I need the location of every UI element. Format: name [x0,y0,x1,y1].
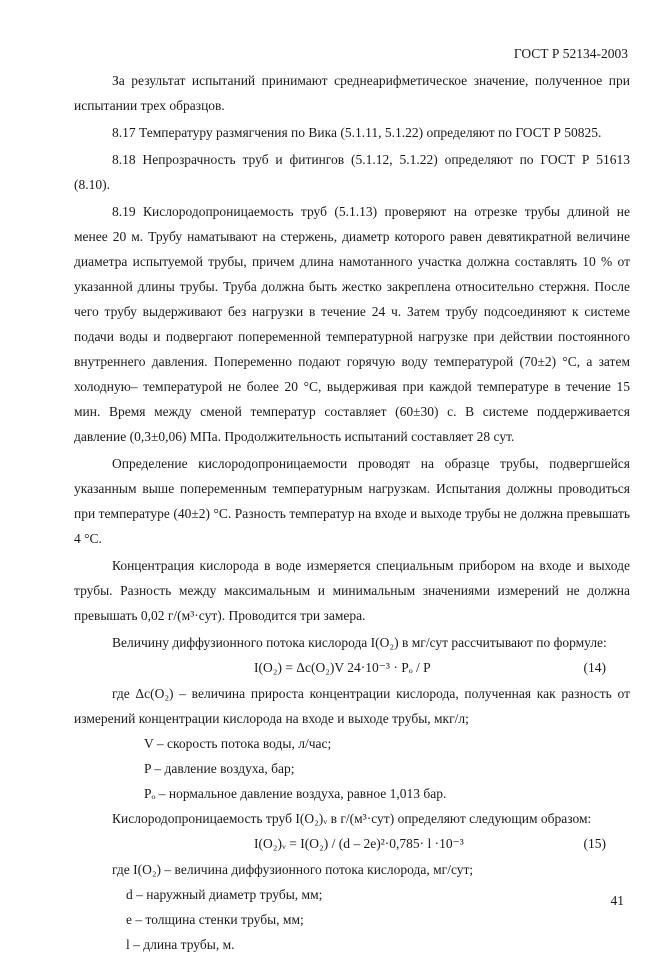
paragraph-8-18: 8.18 Непрозрачность труб и фитингов (5.1.12, 5.1.22) определяют по ГОСТ Р 51613 (8.10). [74,152,630,192]
document-body [74,68,630,957]
formula-14-expression: I(O₂) = Δc(O₂)V 24·10⁻³ · Pₒ / P [254,660,431,675]
definition-v: V – скорость потока воды, л/час; [144,736,332,751]
formula-15-number: (15) [583,836,606,851]
paragraph-8-17: 8.17 Температуру размягчения по Вика (5.1.11, 5.1.22) определяют по ГОСТ Р 50825. [112,125,602,140]
paragraph-result: За результат испытаний принимают среднеарифметическое значение, полученное при испытании трех образцов. [74,73,630,113]
paragraph-8-19: 8.19 Кислородопроницаемость труб (5.1.13) проверяют на отрезке трубы длиной не менее 20 м. Трубу наматывают на стержень, диаметр которого равен девятикратной величине диаметра испытуемой трубы, причем длина намотанного участка должна составлять 10 % от указанной длины трубы. Труба должна быть жестко закреплена относительно стержня. После чего трубу выдерживают без нагрузки в течение 24 ч. Затем трубу подсоединяют к системе подачи воды и подвергают попеременной температурной нагрузке при действии постоянного внутреннего давления. Попеременно подают горячую воду температурой (70±2) °С, а затем холодную– температурой не более 20 °С, выдерживая при каждой температуре в течение 15 мин. Время между сменой температур составляет (60±30) с. В системе поддерживается давление (0,3±0,06) МПа. Продолжительность испытаний составляет 28 сут. [74,204,630,444]
page-number: 41 [610,893,624,908]
paragraph-flux-intro: Величину диффузионного потока кислорода I(O₂) в мг/сут рассчитывают по формуле: [112,635,607,650]
formula-15-expression: I(O₂)ᵥ = I(O₂) / (d – 2e)²·0,785· l ·10⁻³ [254,836,464,851]
paragraph-where-2: где I(O₂) – величина диффузионного потока кислорода, мг/сут; [112,862,474,877]
definition-p0: Pₒ – нормальное давление воздуха, равное 1,013 бар. [144,786,447,801]
definition-p: P – давление воздуха, бар; [144,761,295,776]
paragraph-concentration: Концентрация кислорода в воде измеряется специальным прибором на входе и выходе трубы. Разность между максимальным и минимальным значениями измерений не должна превышать 0,02 г/(м³·сут). Проводится три замера. [74,558,630,623]
definition-l: l – длина трубы, м. [126,937,235,952]
definition-d: d – наружный диаметр трубы, мм; [126,887,323,902]
formula-14 [74,655,630,681]
definition-e: e – толщина стенки трубы, мм; [126,912,304,927]
paragraph-permeability-intro: Кислородопроницаемость труб I(O₂)ᵥ в г/(м³·сут) определяют следующим образом: [112,811,592,826]
formula-14-number: (14) [583,660,606,675]
document-id: ГОСТ Р 52134-2003 [513,46,628,61]
paragraph-determination: Определение кислородопроницаемости проводят на образце трубы, подвергшейся указанным выше попеременным температурным нагрузкам. Испытания должны проводиться при температуре (40±2) °С. Разность температур на входе и выходе трубы не должна превышать 4 °С. [74,456,630,546]
formula-15 [74,831,630,857]
paragraph-where-1: где Δc(O₂) – величина прироста концентрации кислорода, полученная как разность от измерений концентрации кислорода на входе и выходе трубы, мкг/л; [74,686,630,726]
